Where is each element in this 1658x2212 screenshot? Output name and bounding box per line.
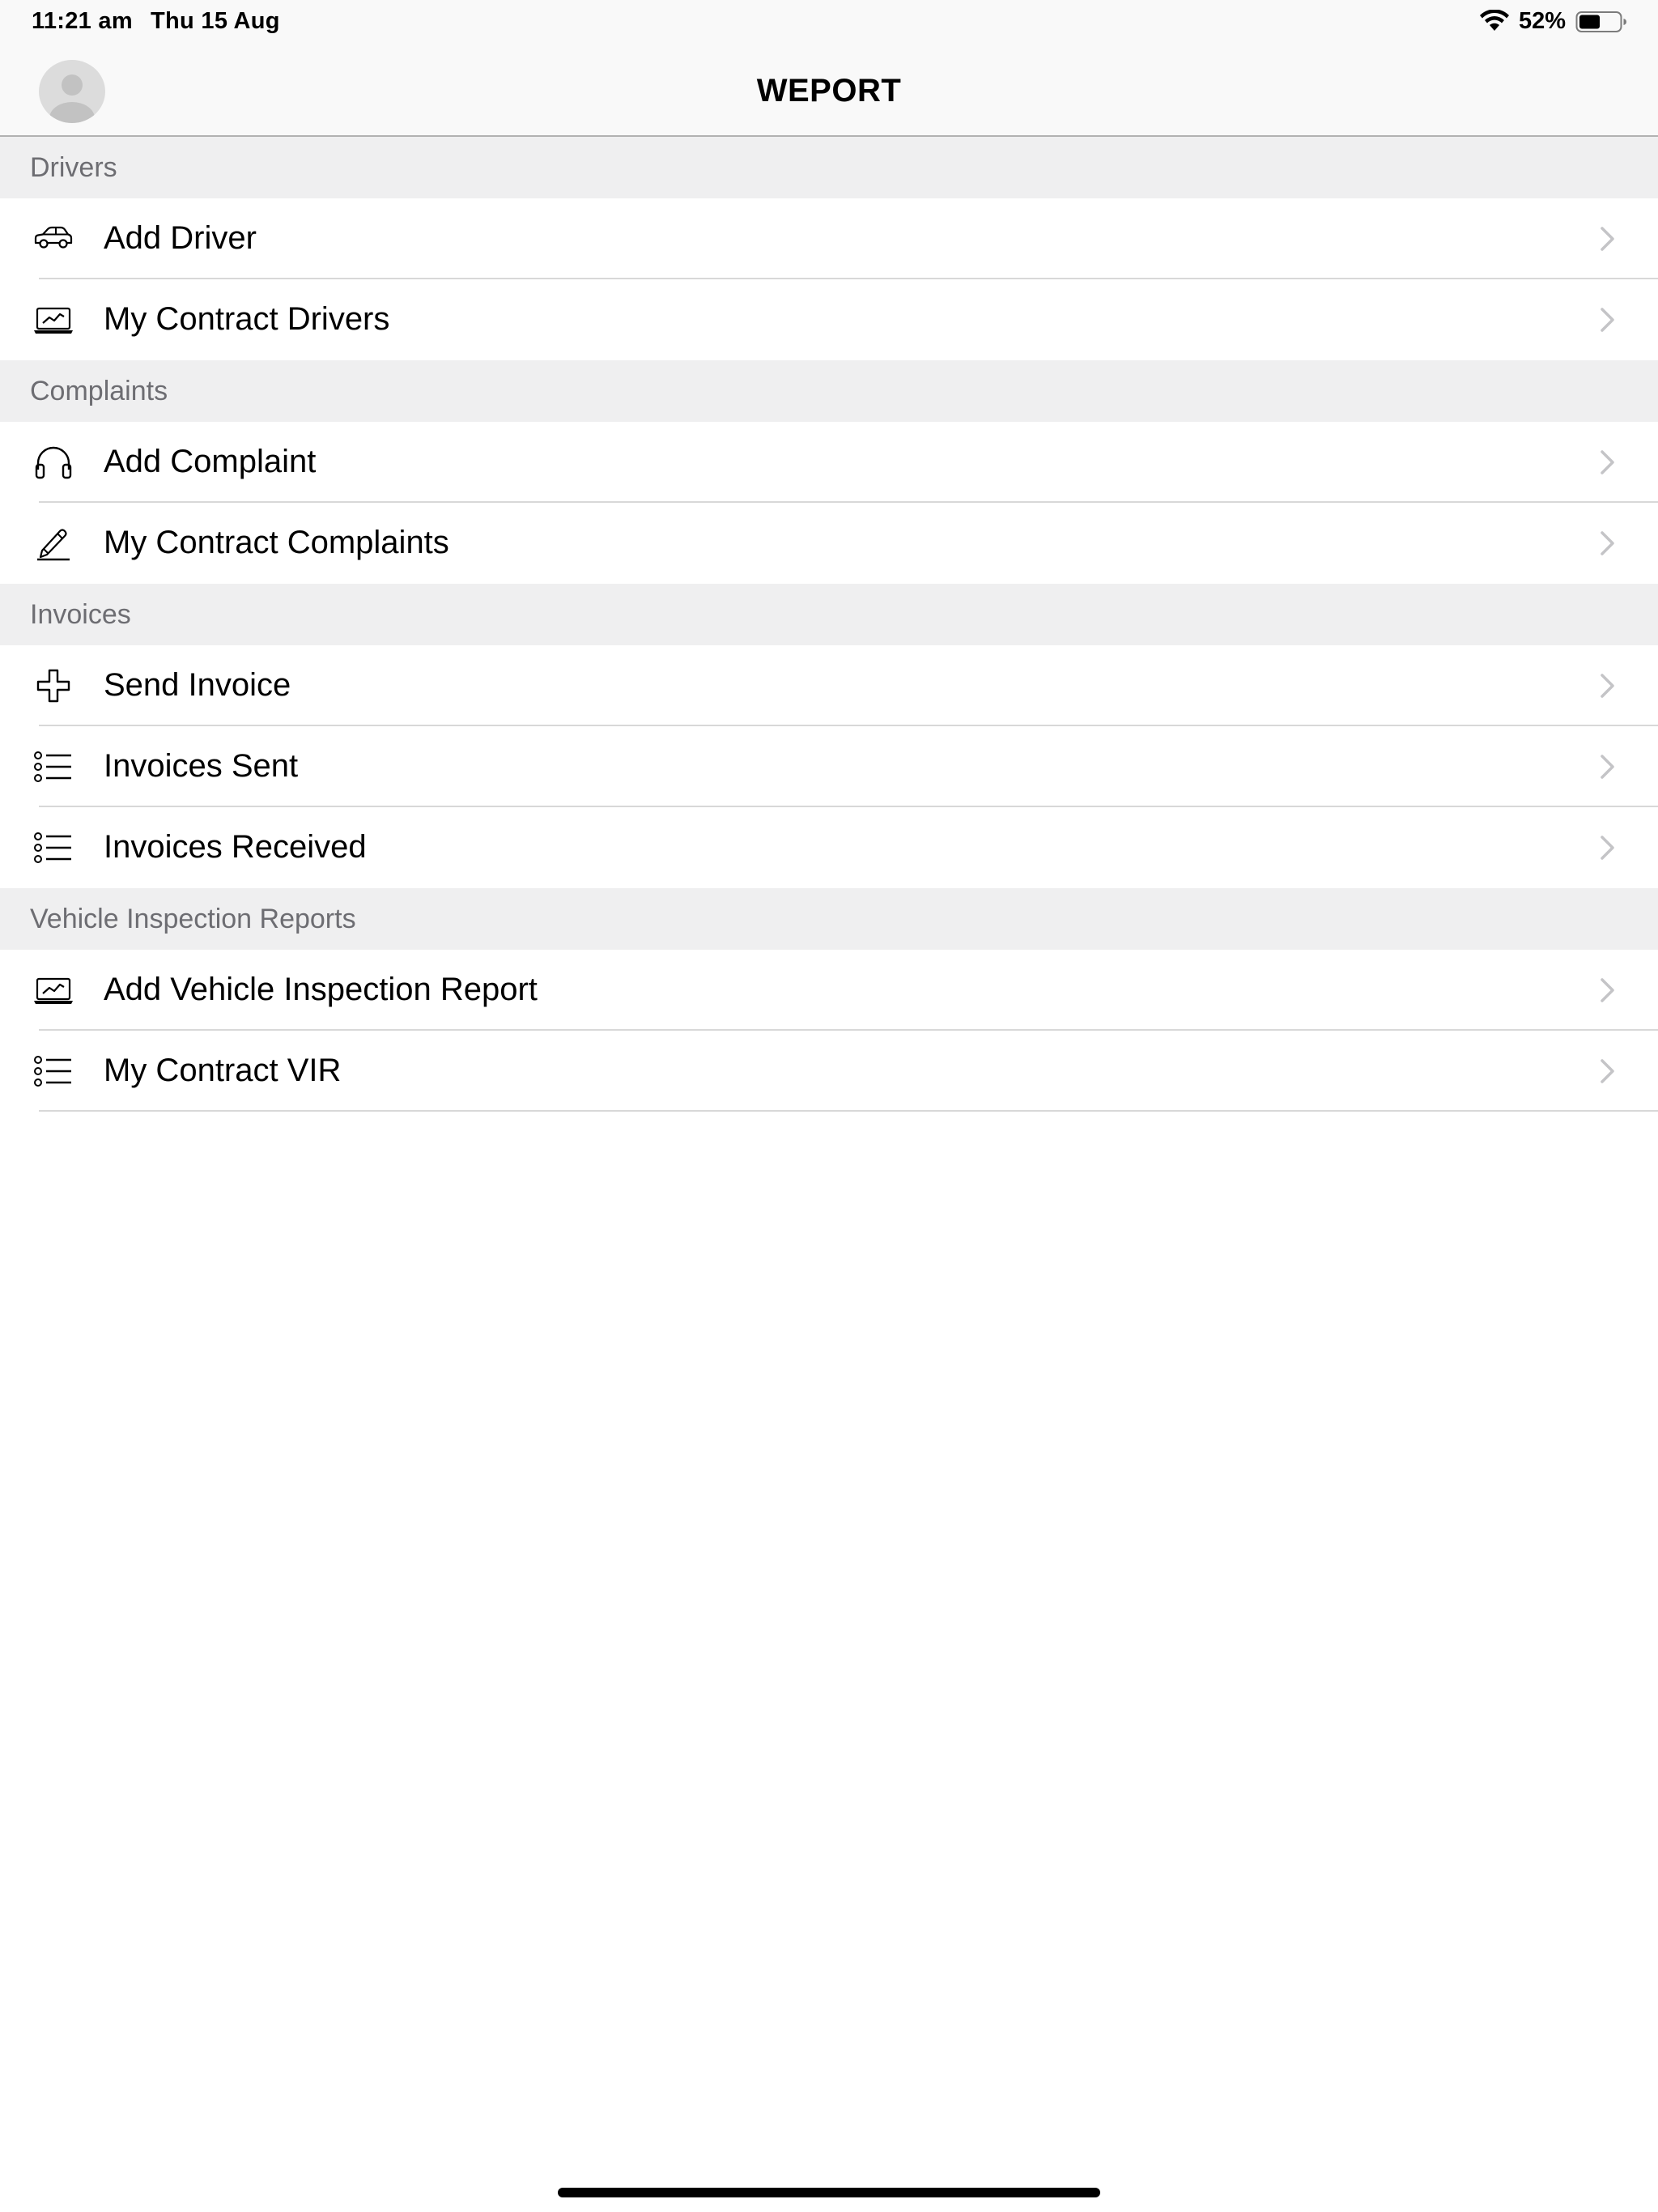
status-date: Thu 15 Aug <box>151 8 280 34</box>
section-header-label: Drivers <box>30 152 117 183</box>
chevron-right-icon <box>1599 306 1617 334</box>
list-item-label: Invoices Sent <box>104 748 299 784</box>
list-item-send-invoice[interactable] <box>0 645 1658 726</box>
wifi-icon <box>1478 10 1511 32</box>
chevron-right-icon <box>1599 225 1617 253</box>
laptop-chart-icon <box>32 973 74 1007</box>
section-header-label: Invoices <box>30 599 131 630</box>
status-time: 11:21 am <box>32 8 133 34</box>
list-item-add-complaint[interactable] <box>0 422 1658 503</box>
list-item-invoices-received[interactable] <box>0 807 1658 888</box>
list-icon <box>32 747 74 786</box>
plus-outline-icon <box>32 666 74 705</box>
battery-icon <box>1575 11 1629 33</box>
section-header-label: Complaints <box>30 376 168 406</box>
status-bar <box>0 0 1658 44</box>
separator <box>39 1110 1658 1112</box>
chevron-right-icon <box>1599 1057 1617 1085</box>
list-icon <box>32 1052 74 1091</box>
section-header-label: Vehicle Inspection Reports <box>30 904 356 934</box>
chevron-right-icon <box>1599 834 1617 861</box>
list-item-invoices-sent[interactable] <box>0 726 1658 807</box>
list-item-add-vehicle-inspection-report[interactable] <box>0 950 1658 1031</box>
chevron-right-icon <box>1599 672 1617 700</box>
section-header-complaints <box>0 360 1658 422</box>
list-item-add-driver[interactable] <box>0 198 1658 279</box>
list-item-label: My Contract Drivers <box>104 301 390 337</box>
battery-percent: 52% <box>1519 8 1567 34</box>
headphones-icon <box>32 441 74 483</box>
menu-list <box>0 137 1658 1112</box>
laptop-chart-icon <box>32 303 74 337</box>
section-header-vehicle-inspection-reports <box>0 888 1658 950</box>
list-item-label: Add Complaint <box>104 444 317 479</box>
chevron-right-icon <box>1599 530 1617 557</box>
list-item-my-contract-drivers[interactable] <box>0 279 1658 360</box>
list-item-my-contract-complaints[interactable] <box>0 503 1658 584</box>
list-icon <box>32 828 74 867</box>
car-icon <box>32 222 74 256</box>
list-item-label: Invoices Received <box>104 829 367 865</box>
list-item-label: Send Invoice <box>104 667 291 703</box>
list-item-label: My Contract Complaints <box>104 525 449 560</box>
home-indicator[interactable] <box>558 2188 1100 2197</box>
section-header-drivers <box>0 137 1658 198</box>
chevron-right-icon <box>1599 976 1617 1004</box>
pen-icon <box>32 524 74 563</box>
list-item-my-contract-vir[interactable] <box>0 1031 1658 1112</box>
list-item-label: Add Driver <box>104 220 257 256</box>
list-item-label: My Contract VIR <box>104 1053 342 1088</box>
list-item-label: Add Vehicle Inspection Report <box>104 972 538 1007</box>
chevron-right-icon <box>1599 753 1617 781</box>
page-title: WEPORT <box>756 73 902 108</box>
section-header-invoices <box>0 584 1658 645</box>
chevron-right-icon <box>1599 449 1617 476</box>
navigation-bar <box>0 44 1658 137</box>
